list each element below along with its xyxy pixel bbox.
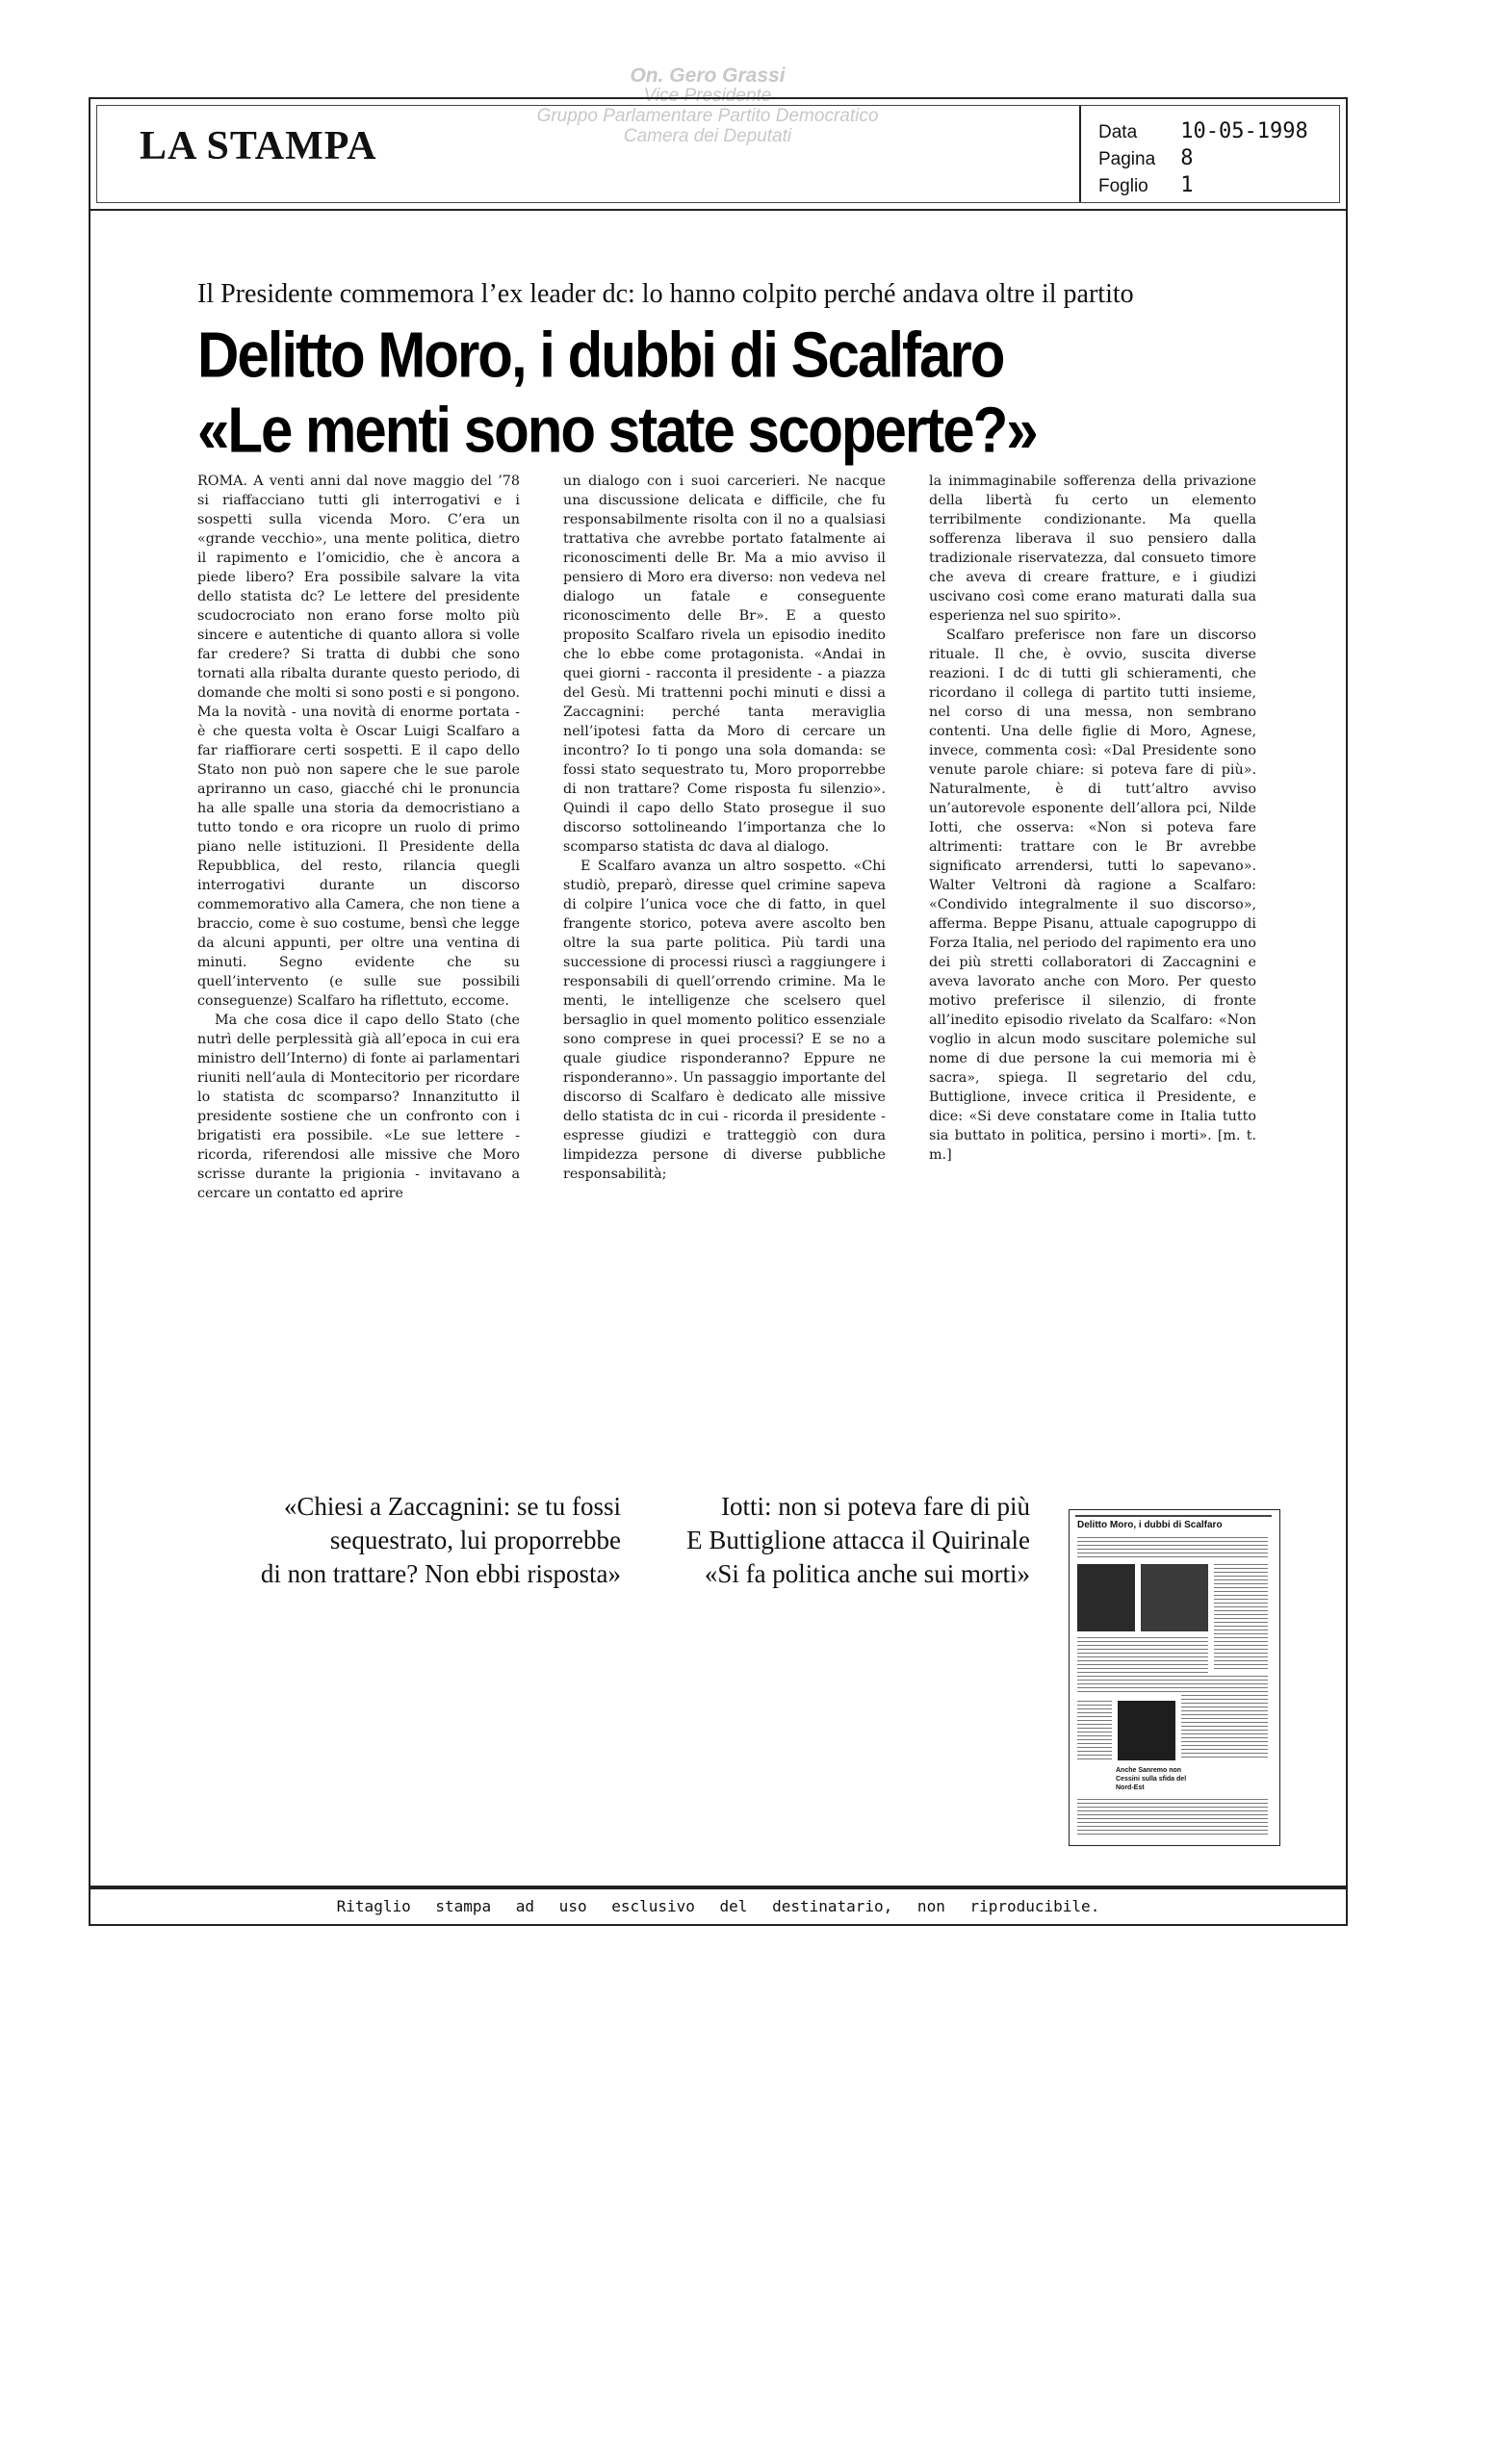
- pull-quote-right: [674, 1490, 1030, 1591]
- article-column-2: [563, 472, 886, 1449]
- quote-line: E Buttiglione attacca il Quirinale: [686, 1526, 1030, 1554]
- thumb-text-block: [1181, 1676, 1268, 1760]
- quote-line: «Si fa politica anche sui morti»: [704, 1559, 1030, 1588]
- quote-line: «Chiesi a Zaccagnini: se tu fossi: [283, 1492, 621, 1521]
- clipping-meta: [1079, 106, 1353, 202]
- page-label: Pagina: [1098, 149, 1156, 169]
- quote-line: Iotti: non si poteva fare di più: [721, 1492, 1030, 1521]
- paragraph: ROMA. A venti anni dal nove maggio del ’78 si riaffacciano tutti gli interrogativi e i sospetti sulla vicenda Moro. C’era un «grande vecchio», una mente politica, dietro il rapimento e l’omicidio, che è ancora a piede libero? Era possibile salvare la vita dello statista dc? Le lettere del presidente scudocrociato non erano forse molto più sincere e autentiche di quanto allora si volle far credere? Si tratta di dubbi che sono tornati alla ribalta durante questo periodo, di domande che molti si sono posti e si pongono. Ma la novità - una novità di enorme portata - è che questa volta è Oscar Luigi Scalfaro a far riaffiorare certi sospetti. E il capo dello Stato non può non sapere che le sue parole apriranno un caso, giacché chi le pronuncia ha alle spalle una storia da democristiano a tutto tondo e ora ricopre un ruolo di primo piano nelle istituzioni. Il Presidente della Repubblica, del resto, rilancia quegli interrogativi durante un discorso commemorativo alla Camera, che non tiene a braccio, come è suo costume, bensì che legge da alcuni appunti, per oltre una ventina di minuti. Segno evidente che su quell’intervento (e sulle sue possibili conseguenze) Scalfaro ha riflettuto, eccome.: [197, 474, 520, 1009]
- article-kicker: Il Presidente commemora l’ex leader dc: lo hanno colpito perché andava oltre il partito: [197, 279, 1134, 309]
- thumb-text-block: [1077, 1537, 1268, 1558]
- stamp-line: On. Gero Grassi: [630, 64, 786, 87]
- paragraph: un dialogo con i suoi carcerieri. Ne nacque una discussione delicata e difficile, che fu responsabilmente risolta con il no a qualsiasi trattativa che avrebbe portato fatalmente ai riconoscimenti delle Br. Ma a mio avviso il pensiero di Moro era diverso: non vedeva nel dialogo un fatale e conseguente riconoscimento delle Br». E a questo proposito Scalfaro rivela un episodio inedito che lo ebbe come protagonista. «Andai in quei giorni - racconta il presidente - a piazza del Gesù. Mi trattenni pochi minuti e dissi a Zaccagnini: perché tanta meraviglia nell’ipotesi fatta da Moro di cercare un incontro? Io ti pongo una sola domanda: se fossi stato sequestrato tu, Moro proporrebbe di non trattare? Come risposta fu silenzio». Quindi il capo dello Stato prosegue il suo discorso sottolineando l’importanza che lo scomparso statista dc dava al dialogo.: [563, 474, 886, 855]
- stamp-line: Camera dei Deputati: [623, 126, 792, 146]
- date-value: 10-05-1998: [1180, 119, 1308, 143]
- date-row: [1098, 119, 1308, 143]
- paragraph: la inimmaginabile sofferenza della privazione della libertà fu certo un elemento terribilmente condizionante. Ma quella sofferenza liberava il suo pensiero dalla tradizionale riservatezza, dal consueto timore che aveva di creare fratture, e i giudizi uscivano così come erano maturati dalla sua esperienza nel suo spirito».: [929, 474, 1256, 624]
- stamp-line: Gruppo Parlamentare Partito Democratico: [536, 106, 879, 126]
- footer-bar: [89, 1887, 1348, 1926]
- quote-line: sequestrato, lui proporrebbe: [329, 1526, 621, 1554]
- thumb-headline: Delitto Moro, i dubbi di Scalfaro: [1077, 1520, 1223, 1530]
- paragraph: E Scalfaro avanza un altro sospetto. «Chi studiò, preparò, diresse quel crimine sapeva di colpire l’unica voce che di fatto, in quel frangente storico, poteva avere ascolto ben oltre la sua parte politica. Più tardi una successione di processi riuscì a raggiungere i responsabili di quell’orrendo crimine. Ma le menti, le intelligenze che scelsero quel bersaglio in quel momento politico essenziale sono comprese in quei processi? E se no a quale giudice risponderanno? Eppure ne risponderanno». Un passaggio importante del discorso di Scalfaro è dedicato alle missive dello statista dc in cui - ricorda il presidente - espresse giudizi e tratteggiò con dura limpidezza persone di diverse pubbliche responsabilità;: [563, 859, 886, 1182]
- thumb-text-block: [1077, 1701, 1112, 1760]
- sheet-row: [1098, 173, 1194, 197]
- thumb-caption: Anche Sanremo non Cessini sulla sfida del Nord-Est: [1116, 1767, 1187, 1791]
- paragraph: Scalfaro preferisce non fare un discorso rituale. Il che, è ovvio, suscita diverse reazioni. I dc di tutti gli schieramenti, che ricordano il collega di partito tutti insieme, nel corso di una messa, non sembrano contenti. Una delle figlie di Moro, Agnese, invece, commenta così: «Dal Presidente sono venute parole chiare: si poteva fare di più». Naturalmente, è di tutt’altro avviso un’autorevole esponente dell’allora pci, Nilde Iotti, che osserva: «Non si poteva fare altrimenti: trattare con le Br avrebbe significato arrendersi, tutti lo sapevano». Walter Veltroni dà ragione a Scalfaro: «Condivido integralmente il suo discorso», afferma. Beppe Pisanu, attuale capogruppo di Forza Italia, nel periodo del rapimento era uno dei più stretti collaboratori di Zaccagnini e aveva lavorato anche con Moro. Per questo motivo preferisce il silenzio, di fronte all’inedito episodio rivelato da Scalfaro: «Non voglio in alcun modo suscitare polemiche sul nome di due persone la cui memoria mi è sacra», spiega. Il segretario del cdu, Buttiglione, invece critica il Presidente, e dice: «Si deve constatare come in Italia tutto sia buttato in politica, persino i morti». [m. t. m.]: [929, 628, 1256, 1163]
- date-label: Data: [1098, 122, 1138, 142]
- thumb-text-block: [1077, 1799, 1268, 1835]
- article-column-1: [197, 472, 520, 1449]
- paragraph: Ma che cosa dice il capo dello Stato (che nutrì delle perplessità già all’epoca in cui era ministro dell’Interno) di fonte ai parlamentari riuniti nell’aula di Montecitorio per ricordare lo statista dc scomparso? Innanzitutto il presidente sostiene che un confronto con i brigatisti era possibile. «Le sue lettere - ricorda, riferendosi alle missive che Moro scrisse durante la prigionia - invitavano a cercare un contatto ed aprire: [197, 1013, 520, 1201]
- sheet-label: Foglio: [1098, 176, 1148, 196]
- thumb-text-block: [1214, 1564, 1268, 1670]
- page-thumbnail: [1069, 1509, 1280, 1846]
- article-title-line-1: Delitto Moro, i dubbi di Scalfaro: [197, 319, 1004, 392]
- quote-line: di non trattare? Non ebbi risposta»: [260, 1559, 621, 1588]
- clipping-header: [89, 97, 1348, 211]
- article-column-3: [929, 472, 1256, 1449]
- page-row: [1098, 146, 1194, 170]
- header-inner-border: [96, 105, 1340, 203]
- sheet-value: 1: [1180, 173, 1194, 197]
- newspaper-masthead: LA STAMPA: [140, 124, 377, 168]
- thumb-photo: [1141, 1564, 1208, 1631]
- page-value: 8: [1180, 146, 1194, 170]
- thumb-rule: [1075, 1515, 1272, 1517]
- thumb-photo: [1118, 1701, 1175, 1760]
- article-title-line-2: «Le menti sono state scoperte?»: [197, 394, 1037, 467]
- pull-quote-left: [197, 1490, 621, 1591]
- footer-disclaimer: Ritaglio stampa ad uso esclusivo del destinatario, non riproducibile.: [336, 1897, 1100, 1915]
- stamp-line: Vice Presidente: [643, 86, 772, 106]
- thumb-photo: [1077, 1564, 1135, 1631]
